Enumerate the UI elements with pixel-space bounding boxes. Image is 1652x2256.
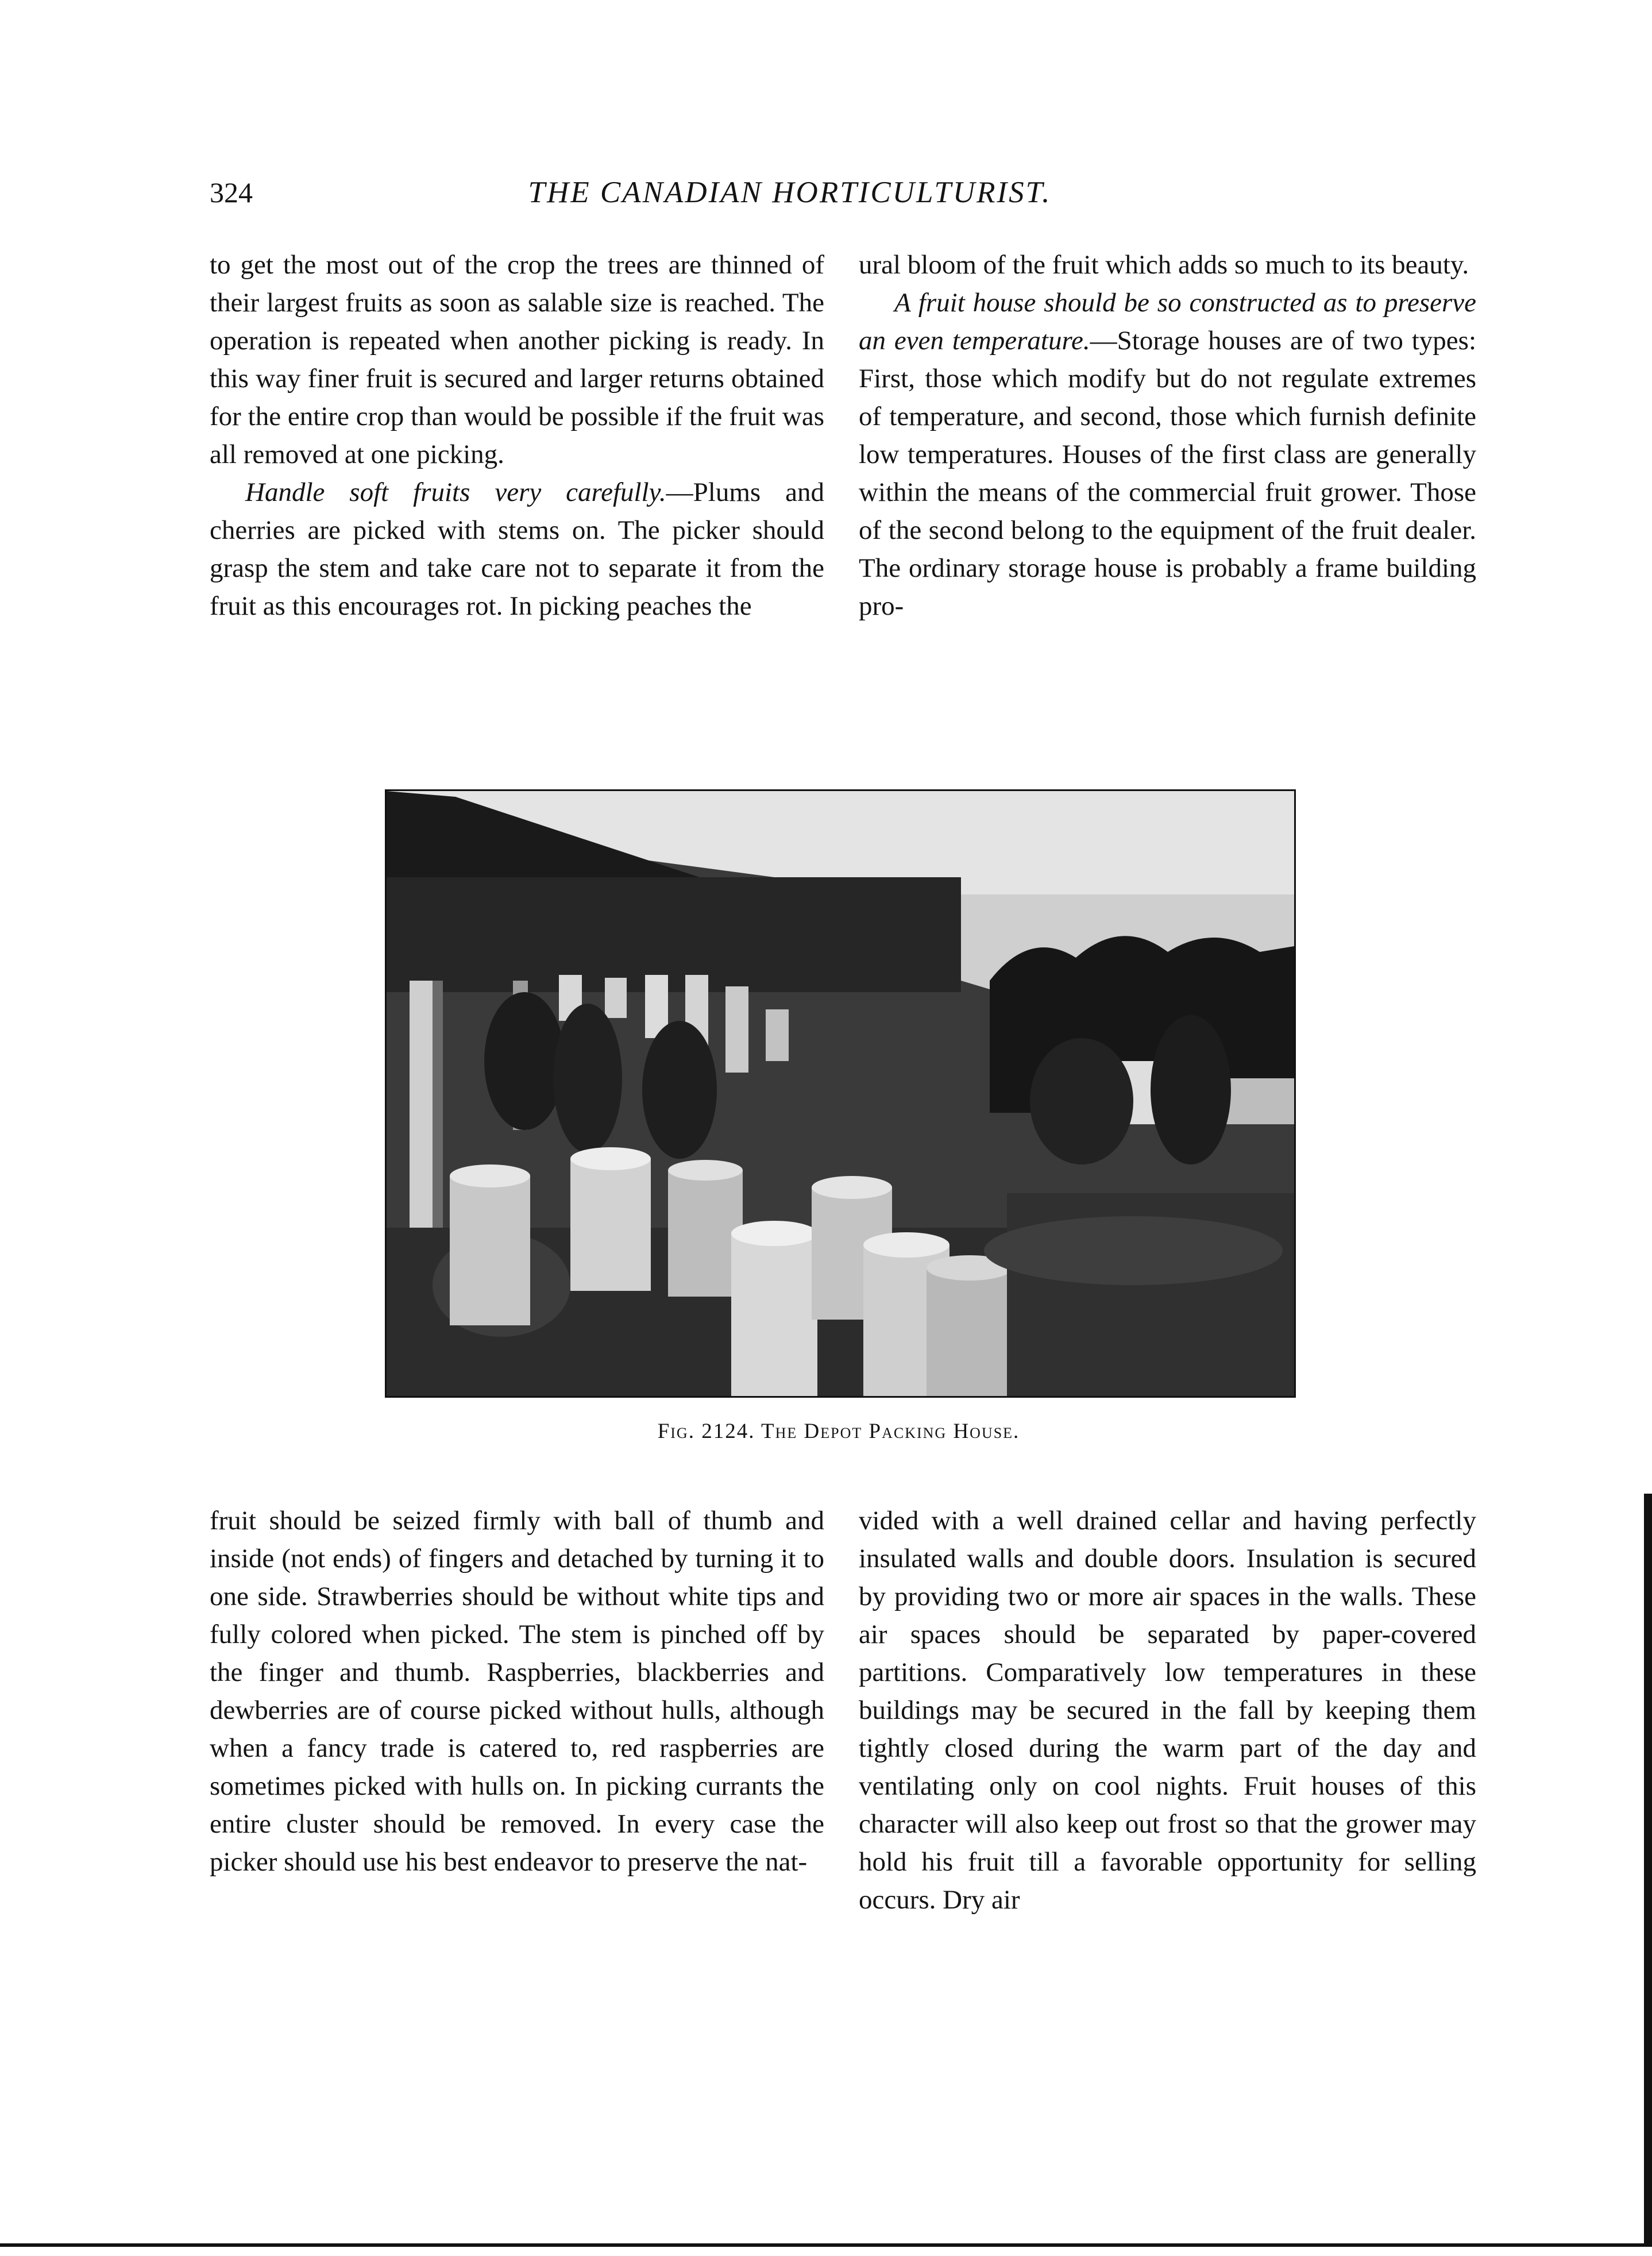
figure-photo [385,789,1296,1398]
bottom-rule [0,2243,1652,2247]
paragraph [210,473,824,625]
column-bottom-right [859,1502,1476,1919]
column-top-right [859,246,1476,625]
paragraph: to get the most out of the crop the trees are thinned of their largest fruits as soon as salable size is reached. The operation is repeated when another picking is ready. In this way finer fruit is secured and larger returns obtained for the entire crop than would be possible if the fruit was all removed at one picking. [210,250,824,469]
page-edge-shadow [1644,1494,1652,2246]
page-header [210,172,1324,213]
column-bottom-left [210,1502,824,1881]
paragraph-lead: A fruit house should be so constructed as to preserve an even temperature. [859,288,1476,356]
column-top-left [210,246,824,625]
paragraph-body: —Storage houses are of two types: First, those which modify but do not regulate extremes of temperature, and second, those which furnish definite low temperatures. Houses of the first class are generally within the means of the commercial fruit grower. Those of the second belong to the equipment of the fruit dealer. The ordinary storage house is probably a frame building pro- [859,326,1476,621]
paragraph: fruit should be seized firmly with ball of thumb and inside (not ends) of fingers and detached by turning it to one side. Strawberries should be without white tips and fully colored when picked. The stem is pinched off by the finger and thumb. Raspberries, blackberries and dewberries are of course picked without hulls, although when a fancy trade is catered to, red raspberries are sometimes picked with hulls on. In picking currants the entire cluster should be removed. In every case the picker should use his best endeavor to preserve the nat- [210,1506,824,1877]
paragraph-body: —Plums and cherries are picked with stems on. The picker should grasp the stem and take care not to separate it from the fruit as this encourages rot. In picking peaches the [210,477,824,621]
paragraph: ural bloom of the fruit which adds so much to its beauty. [859,250,1469,280]
paragraph-lead: Handle soft fruits very carefully. [245,477,666,507]
running-title: THE CANADIAN HORTICULTURIST. [528,176,1052,209]
packing-house-photo [387,791,1294,1396]
paragraph [859,284,1476,625]
paragraph: vided with a well drained cellar and having perfectly insulated walls and double doors. Insulation is secured by providing two or more air spaces in the walls. These air spaces should be separated by paper-covered partitions. Comparatively low temperatures in these buildings may be secured in the fall by keeping them tightly closed during the warm part of the day and ventilating only on cool nights. Fruit houses of this character will also keep out frost so that the grower may hold his fruit till a favorable opportunity for selling occurs. Dry air [859,1506,1476,1915]
page-number: 324 [210,176,253,209]
figure-caption: Fig. 2124. The Depot Packing House. [657,1420,1020,1443]
